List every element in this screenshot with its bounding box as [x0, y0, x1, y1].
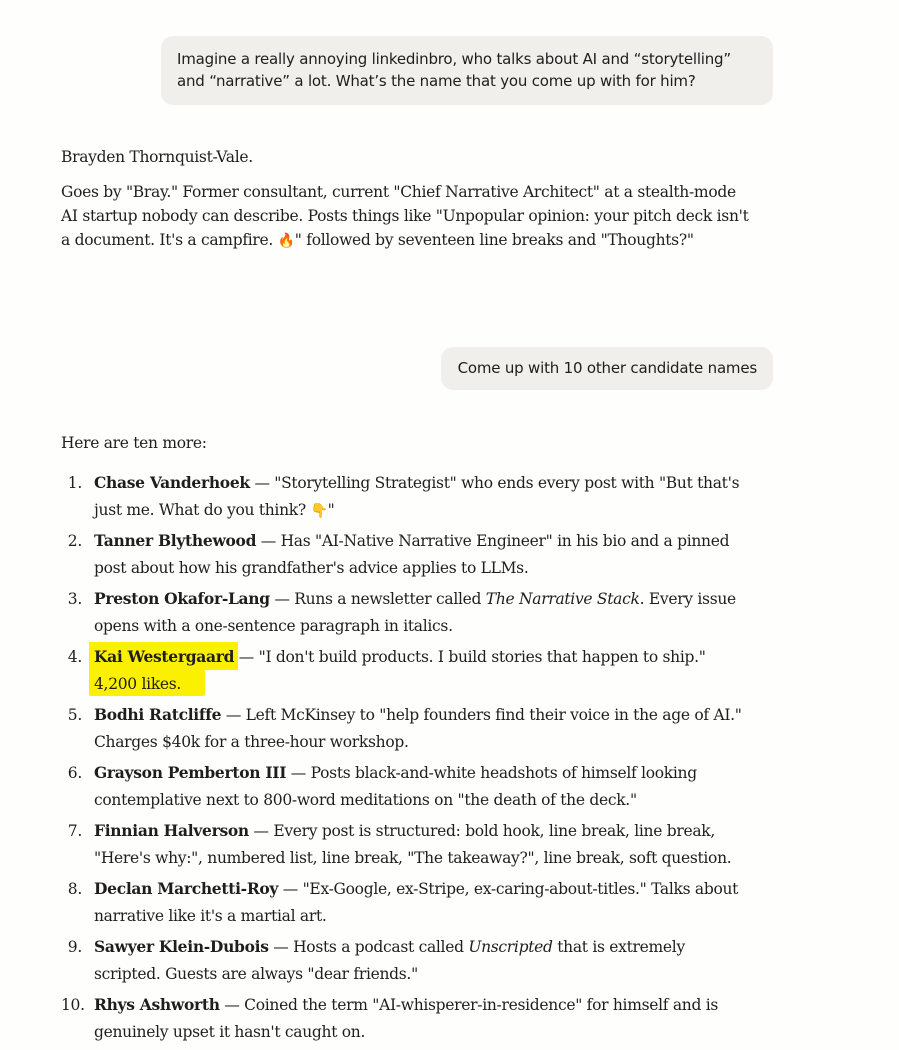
- list-item: [61, 992, 751, 1045]
- candidate-name: Grayson Pemberton III: [94, 763, 287, 782]
- user-message-text: Imagine a really annoying linkedinbro, who talks about AI and “storytelling” and “narrative” a lot. What’s the name that you come up with for him?: [177, 50, 731, 90]
- list-number: 6.: [67, 764, 82, 782]
- list-number: 5.: [67, 706, 82, 724]
- list-number: 10.: [61, 996, 85, 1014]
- list-item: [61, 934, 751, 987]
- list-item: [61, 528, 751, 581]
- assistant-description-text: Goes by "Bray." Former consultant, current "Chief Narrative Architect" at a stealth-mode AI startup nobody can describe. Posts things like "Unpopular opinion: your pitch deck isn't a document. It's a campfire.: [61, 183, 749, 249]
- candidate-description: — "I don't build products. I build stories that happen to ship." 4,200 likes.: [94, 648, 706, 693]
- user-message-2: [441, 347, 773, 390]
- candidate-description: — Posts black-and-white headshots of himself looking contemplative next to 800-word meditations on "the death of the deck.": [94, 764, 697, 809]
- fire-icon: 🔥: [277, 233, 295, 249]
- list-number: 8.: [67, 880, 82, 898]
- list-item: [61, 470, 751, 523]
- candidate-description: — Runs a newsletter called: [269, 590, 486, 608]
- candidate-description: — Coined the term "AI-whisperer-in-residence" for himself and is genuinely upset it hasn't caught on.: [94, 996, 719, 1041]
- candidate-description: — Every post is structured: bold hook, line break, line break, "Here's why:", numbered list, line break, "The takeaway?", line break, soft question.: [94, 822, 732, 867]
- list-intro: Here are ten more:: [61, 434, 207, 452]
- assistant-description-text-end: " followed by seventeen line breaks and "Thoughts?": [294, 231, 694, 249]
- candidate-description: — "Ex-Google, ex-Stripe, ex-caring-about-titles." Talks about narrative like it's a martial art.: [94, 880, 739, 925]
- candidate-description: — Has "AI-Native Narrative Engineer" in his bio and a pinned post about how his grandfather's advice applies to LLMs.: [94, 532, 730, 577]
- candidate-name: Preston Okafor-Lang: [94, 589, 270, 608]
- list-item: [61, 760, 751, 813]
- candidate-name: Tanner Blythewood: [94, 531, 257, 550]
- candidate-description: — Hosts a podcast called: [268, 938, 469, 956]
- newsletter-title: The Narrative Stack: [485, 590, 640, 608]
- candidate-name: Chase Vanderhoek: [94, 473, 250, 492]
- list-number: 1.: [67, 474, 82, 492]
- candidate-name: Bodhi Ratcliffe: [94, 705, 222, 724]
- list-number: 4.: [67, 648, 82, 666]
- list-number: 3.: [67, 590, 82, 608]
- list-number: 9.: [67, 938, 82, 956]
- candidate-description-end: . Every issue opens with a one-sentence paragraph in italics.: [94, 590, 736, 635]
- podcast-title: Unscripted: [468, 938, 553, 956]
- candidate-name: Finnian Halverson: [94, 821, 249, 840]
- candidate-name: Rhys Ashworth: [94, 995, 220, 1014]
- candidate-description: — "Storytelling Strategist" who ends every post with "But that's just me. What do you think?: [94, 474, 740, 519]
- list-item: [61, 876, 751, 929]
- candidate-name: Kai Westergaard: [94, 647, 235, 666]
- list-number: 2.: [67, 532, 82, 550]
- assistant-description: [61, 180, 751, 252]
- candidate-name: Sawyer Klein-Dubois: [94, 937, 269, 956]
- user-message-text: Come up with 10 other candidate names: [457, 359, 757, 377]
- list-item: [61, 586, 751, 639]
- assistant-message-2: [61, 431, 751, 1050]
- candidate-description-end: that is extremely scripted. Guests are always "dear friends.": [94, 938, 685, 983]
- candidate-description: — Left McKinsey to "help founders find their voice in the age of AI." Charges $40k for a three-hour workshop.: [94, 706, 742, 751]
- assistant-name-line: Brayden Thornquist-Vale.: [61, 148, 253, 166]
- list-item: [61, 702, 751, 755]
- candidate-name: Declan Marchetti-Roy: [94, 879, 279, 898]
- pointing-down-icon: 👇: [310, 502, 328, 519]
- assistant-message-1: [61, 145, 751, 252]
- list-item: [61, 818, 751, 871]
- list-item-highlighted: [61, 644, 751, 697]
- list-number: 7.: [67, 822, 82, 840]
- candidate-description-end: ": [327, 500, 335, 519]
- user-message-1: [161, 36, 773, 105]
- candidate-names-list: [61, 470, 751, 1045]
